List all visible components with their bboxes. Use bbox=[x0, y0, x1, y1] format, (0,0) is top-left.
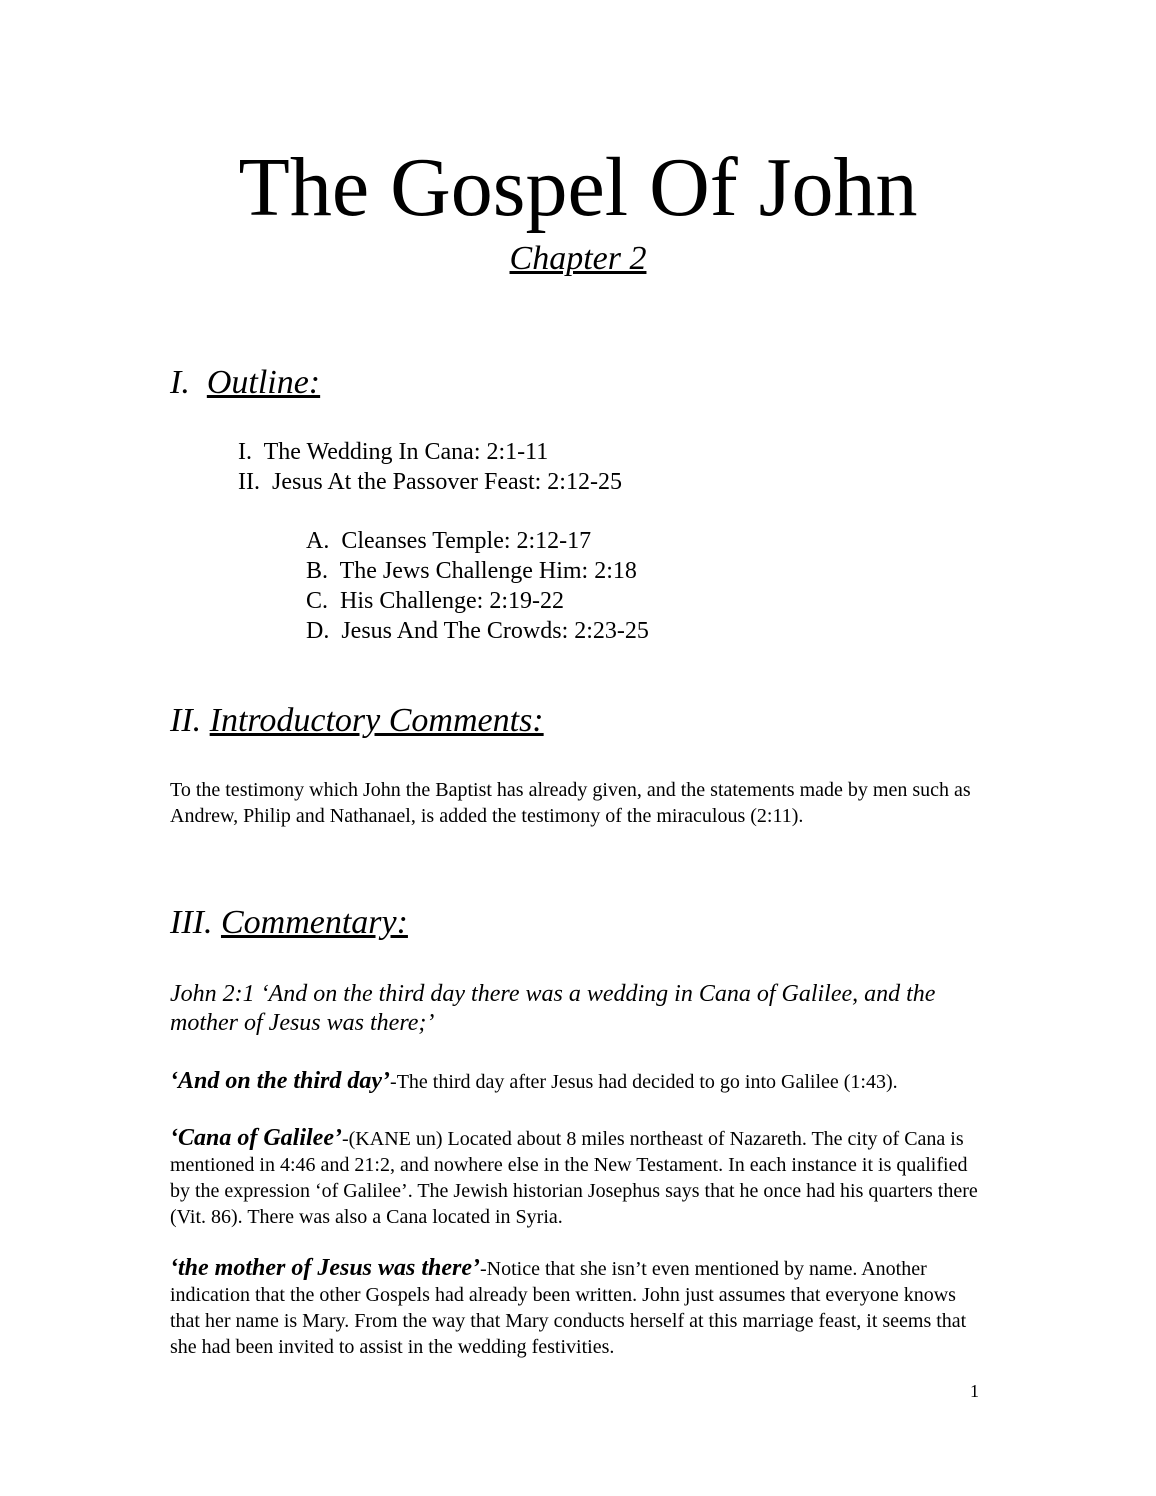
outline-subitem bbox=[306, 556, 649, 586]
section-heading-commentary bbox=[170, 902, 408, 944]
section-heading-introductory bbox=[170, 700, 544, 742]
section-heading-outline bbox=[170, 362, 320, 404]
outline-subitem-letter: C. bbox=[306, 588, 329, 614]
outline-item-text: Jesus At the Passover Feast: 2:12-25 bbox=[271, 469, 622, 495]
introductory-paragraph: To the testimony which John the Baptist has already given, and the statements made by men such as Andrew, Philip and Nathanael, is added the testimony of the miraculous (2:11). bbox=[170, 779, 971, 827]
outline-list bbox=[238, 437, 622, 497]
commentary-term: ‘And on the third day’ bbox=[170, 1068, 391, 1094]
commentary-note bbox=[170, 1068, 990, 1095]
outline-subitem-letter: A. bbox=[306, 528, 330, 554]
outline-item bbox=[238, 437, 622, 467]
chapter-subtitle-text: Chapter 2 bbox=[509, 240, 647, 277]
verse-quote: John 2:1 ‘And on the third day there was a wedding in Cana of Galilee, and the mother of Jesus was there;’ bbox=[170, 981, 936, 1036]
commentary-term: ‘Cana of Galilee’ bbox=[170, 1125, 342, 1151]
section-numeral: III. bbox=[170, 904, 213, 941]
commentary-term: ‘the mother of Jesus was there’ bbox=[170, 1255, 481, 1281]
outline-subitem-text: Jesus And The Crowds: 2:23-25 bbox=[341, 618, 649, 644]
outline-subitem bbox=[306, 586, 649, 616]
outline-subitem bbox=[306, 526, 649, 556]
outline-subitem-text: Cleanses Temple: 2:12-17 bbox=[341, 528, 592, 554]
section-heading-text: Introductory Comments: bbox=[209, 702, 544, 739]
section-numeral: I. bbox=[170, 364, 190, 401]
outline-item bbox=[238, 467, 622, 497]
document-title: The Gospel Of John bbox=[238, 141, 918, 234]
section-heading-text: Outline: bbox=[206, 364, 321, 401]
outline-item-number: I. bbox=[238, 439, 252, 465]
page-number: 1 bbox=[970, 1381, 979, 1401]
section-numeral: II. bbox=[170, 702, 202, 739]
commentary-note-text: -The third day after Jesus had decided to go into Galilee (1:43). bbox=[390, 1071, 898, 1093]
section-heading-text: Commentary: bbox=[220, 904, 408, 941]
outline-subitem bbox=[306, 616, 649, 646]
outline-sublist bbox=[306, 526, 649, 646]
outline-subitem-text: His Challenge: 2:19-22 bbox=[340, 588, 564, 614]
chapter-subtitle bbox=[0, 238, 1156, 280]
outline-subitem-text: The Jews Challenge Him: 2:18 bbox=[339, 558, 637, 584]
commentary-note bbox=[170, 1125, 990, 1230]
outline-subitem-letter: B. bbox=[306, 558, 329, 584]
outline-item-text: The Wedding In Cana: 2:1-11 bbox=[263, 439, 549, 465]
outline-subitem-letter: D. bbox=[306, 618, 330, 644]
outline-item-number: II. bbox=[238, 469, 260, 495]
commentary-note bbox=[170, 1255, 990, 1360]
commentary-note-text: -(KANE un) Located about 8 miles northeast of Nazareth. The city of Cana is mentioned in 4:46 and 21:2, and nowhere else in the New Testament. In each instance it is qualified by the expression ‘of Galilee’. The Jewish historian Josephus says that he once had his quarters there (Vit. 86). There was also a Cana located in Syria. bbox=[170, 1128, 978, 1228]
commentary-note-text: -Notice that she isn’t even mentioned by name. Another indication that the other Gospels had already been written. John just assumes that everyone knows that her name is Mary. From the way that Mary conducts herself at this marriage feast, it seems that she had been invited to assist in the wedding festivities. bbox=[170, 1258, 967, 1358]
